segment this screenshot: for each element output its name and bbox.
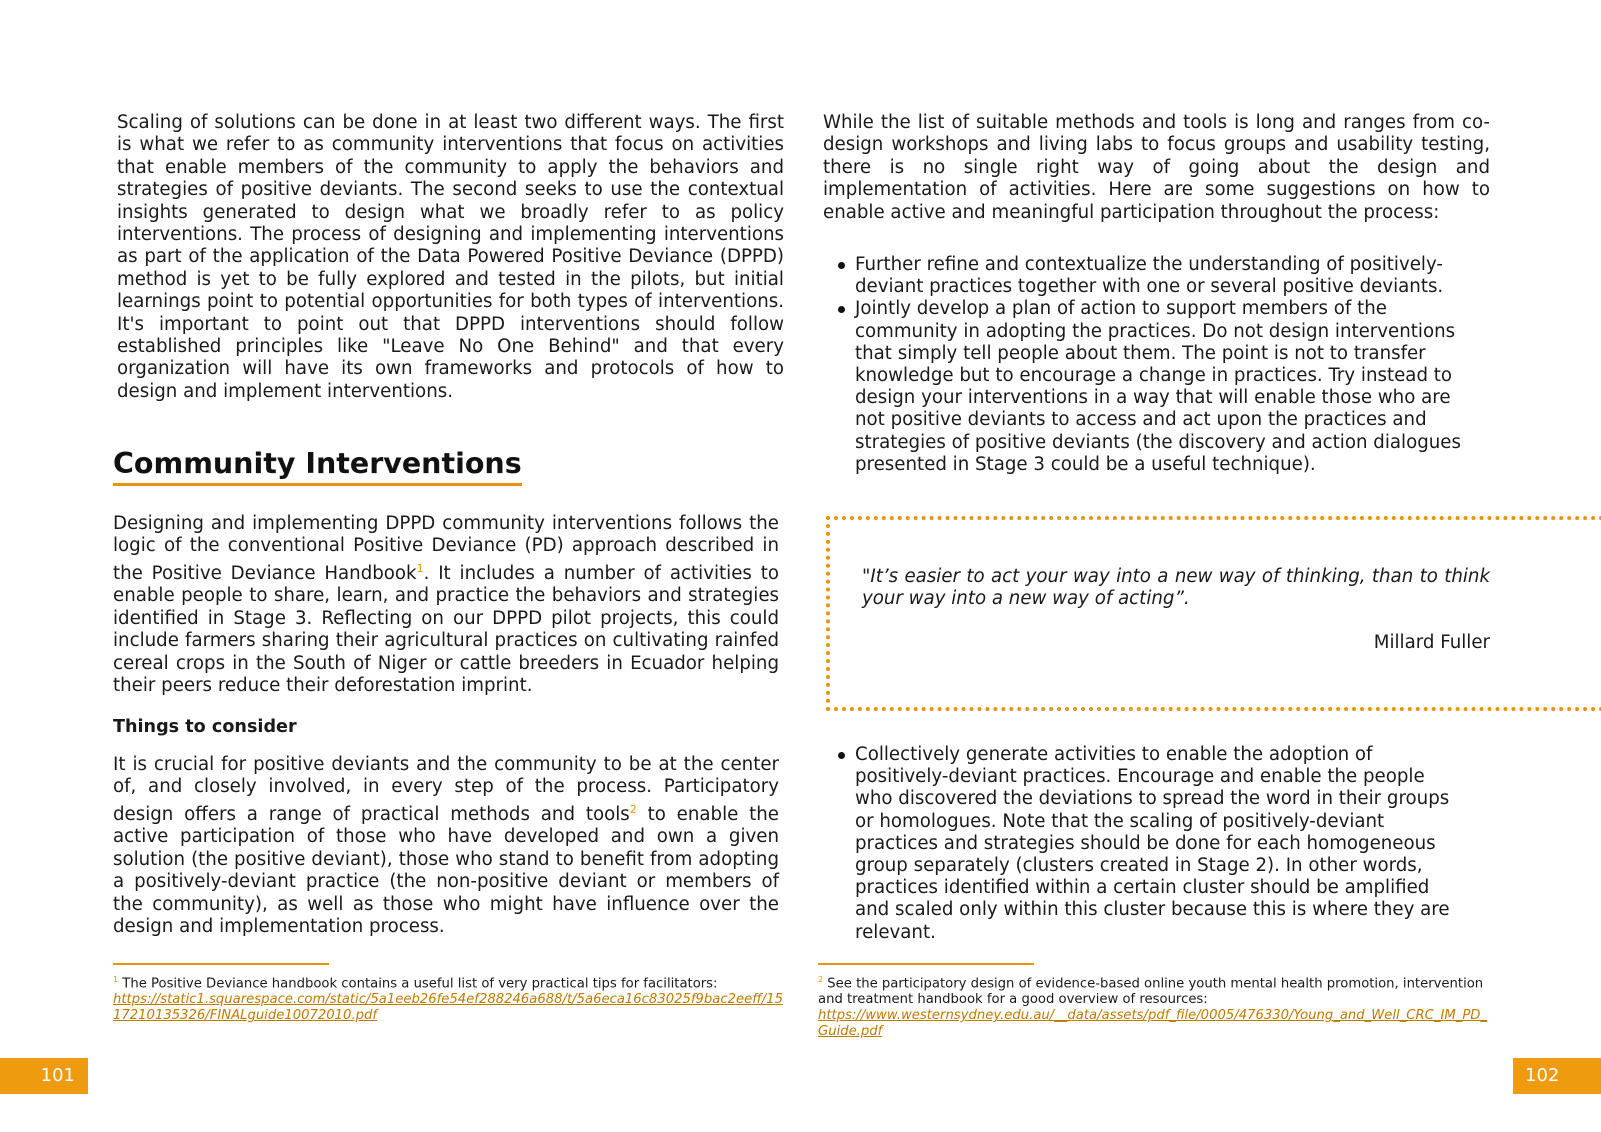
community-interventions-paragraph xyxy=(113,513,779,697)
footnote-divider-left xyxy=(113,963,329,965)
section-heading-community-interventions: Community Interventions xyxy=(113,446,522,486)
footnote-1-text: The Positive Deviance handbook contains a useful list of very practical tips for facilitators: xyxy=(122,976,718,992)
footnote-ref-1[interactable]: 1 xyxy=(416,561,424,575)
footnote-1 xyxy=(113,972,783,1024)
subheading-things-to-consider: Things to consider xyxy=(113,717,297,737)
list-item: Collectively generate activities to enable the adoption of positively-deviant practices. Encourage and enable the people who discovered the deviations to spread the word in their groups or homologues. Note that the scaling of positively-deviant practices and strategies should be done for each homogeneous group separately (clusters created in Stage 2). In other words, practices identified within a certain cluster should be amplified and scaled only within this cluster because this is where they are relevant. xyxy=(823,744,1463,944)
quote-author: Millard Fuller xyxy=(1373,632,1490,653)
footnote-2-number: 2 xyxy=(818,975,824,984)
footnote-ref-2[interactable]: 2 xyxy=(629,802,637,816)
right-intro-paragraph: While the list of suitable methods and tools is long and ranges from co-design workshops and living labs to focus groups and usability testing, there is no single right way of going about the design and implementation of activities. Here are some suggestions on how to enable active and meaningful participation throughout the process: xyxy=(823,112,1490,223)
ci-text-part-2: . It includes a number of activities to enable people to share, learn, and practice the behaviors and strategies identified in Stage 3. Reflecting on our DPPD pilot projects, this could include farmers sharing their agricultural practices on cultivating rainfed cereal crops in the South of Niger or cattle breeders in Ecuador helping their peers reduce their deforestation imprint. xyxy=(113,562,779,696)
footnote-1-number: 1 xyxy=(113,975,119,984)
things-text-part-2: to enable the active participation of those who have developed and own a given solution (the positive deviant), those who stand to benefit from adopting a positively-deviant practice (the non-positive deviant or members of the community), as well as those who might have influence over the design and implementation process. xyxy=(113,803,779,937)
page-number-right xyxy=(1513,1058,1601,1094)
page-number-left xyxy=(0,1058,88,1094)
page-number-right-label: 102 xyxy=(1525,1065,1560,1086)
list-item: Jointly develop a plan of action to support members of the community in adopting the practices. Do not design interventions that simply tell people about them. The point is not to transfer knowledge but to encourage a change in practices. Try instead to design your interventions in a way that will enable those who are not positive deviants to access and act upon the practices and strategies of positive deviants (the discovery and action dialogues presented in Stage 3 could be a useful technique). xyxy=(823,298,1463,476)
suggestion-list-1 xyxy=(823,254,1463,476)
quote-box xyxy=(826,516,1601,711)
footnote-1-link[interactable]: https://static1.squarespace.com/static/5a1eeb26fe54ef288246a688/t/5a6eca16c83025f9bac2eeff/1517210135326/FINALguide10072010.pdf xyxy=(113,992,783,1024)
footnote-2 xyxy=(818,972,1488,1040)
left-intro-paragraph: Scaling of solutions can be done in at least two different ways. The first is what we refer to as community interventions that focus on activities that enable members of the community to apply the behaviors and strategies of positive deviants. The second seeks to use the contextual insights generated to design what we broadly refer to as policy interventions. The process of designing and implementing interventions as part of the application of the Data Powered Positive Deviance (DPPD) method is yet to be fully explored and tested in the pilots, but initial learnings point to potential opportunities for both types of interventions. It's important to point out that DPPD interventions should follow established principles like "Leave No One Behind" and that every organization will have its own frameworks and protocols of how to design and implement interventions. xyxy=(117,112,784,402)
quote-text: "It’s easier to act your way into a new way of thinking, than to think your way into a new way of acting”. xyxy=(862,566,1490,610)
page-number-left-label: 101 xyxy=(40,1065,75,1086)
footnote-2-link[interactable]: https://www.westernsydney.edu.au/__data/assets/pdf_file/0005/476330/Young_and_Well_CRC_IM_PD_Guide.pdf xyxy=(818,1008,1488,1040)
things-text-part-1: It is crucial for positive deviants and the community to be at the center of, and closely involved, in every step of the process. Participatory design offers a range of practical methods and tools xyxy=(113,754,779,825)
footnote-divider-right xyxy=(818,963,1034,965)
things-to-consider-paragraph xyxy=(113,754,779,938)
list-item: Further refine and contextualize the understanding of positively-deviant practices together with one or several positive deviants. xyxy=(823,254,1463,298)
footnote-2-text: See the participatory design of evidence-based online youth mental health promotion, intervention and treatment handbook for a good overview of resources: xyxy=(818,976,1484,1008)
suggestion-list-2 xyxy=(823,744,1463,944)
ci-text-part-1: Designing and implementing DPPD community interventions follows the logic of the conventional Positive Deviance (PD) approach described in the Positive Deviance Handbook xyxy=(113,513,779,584)
